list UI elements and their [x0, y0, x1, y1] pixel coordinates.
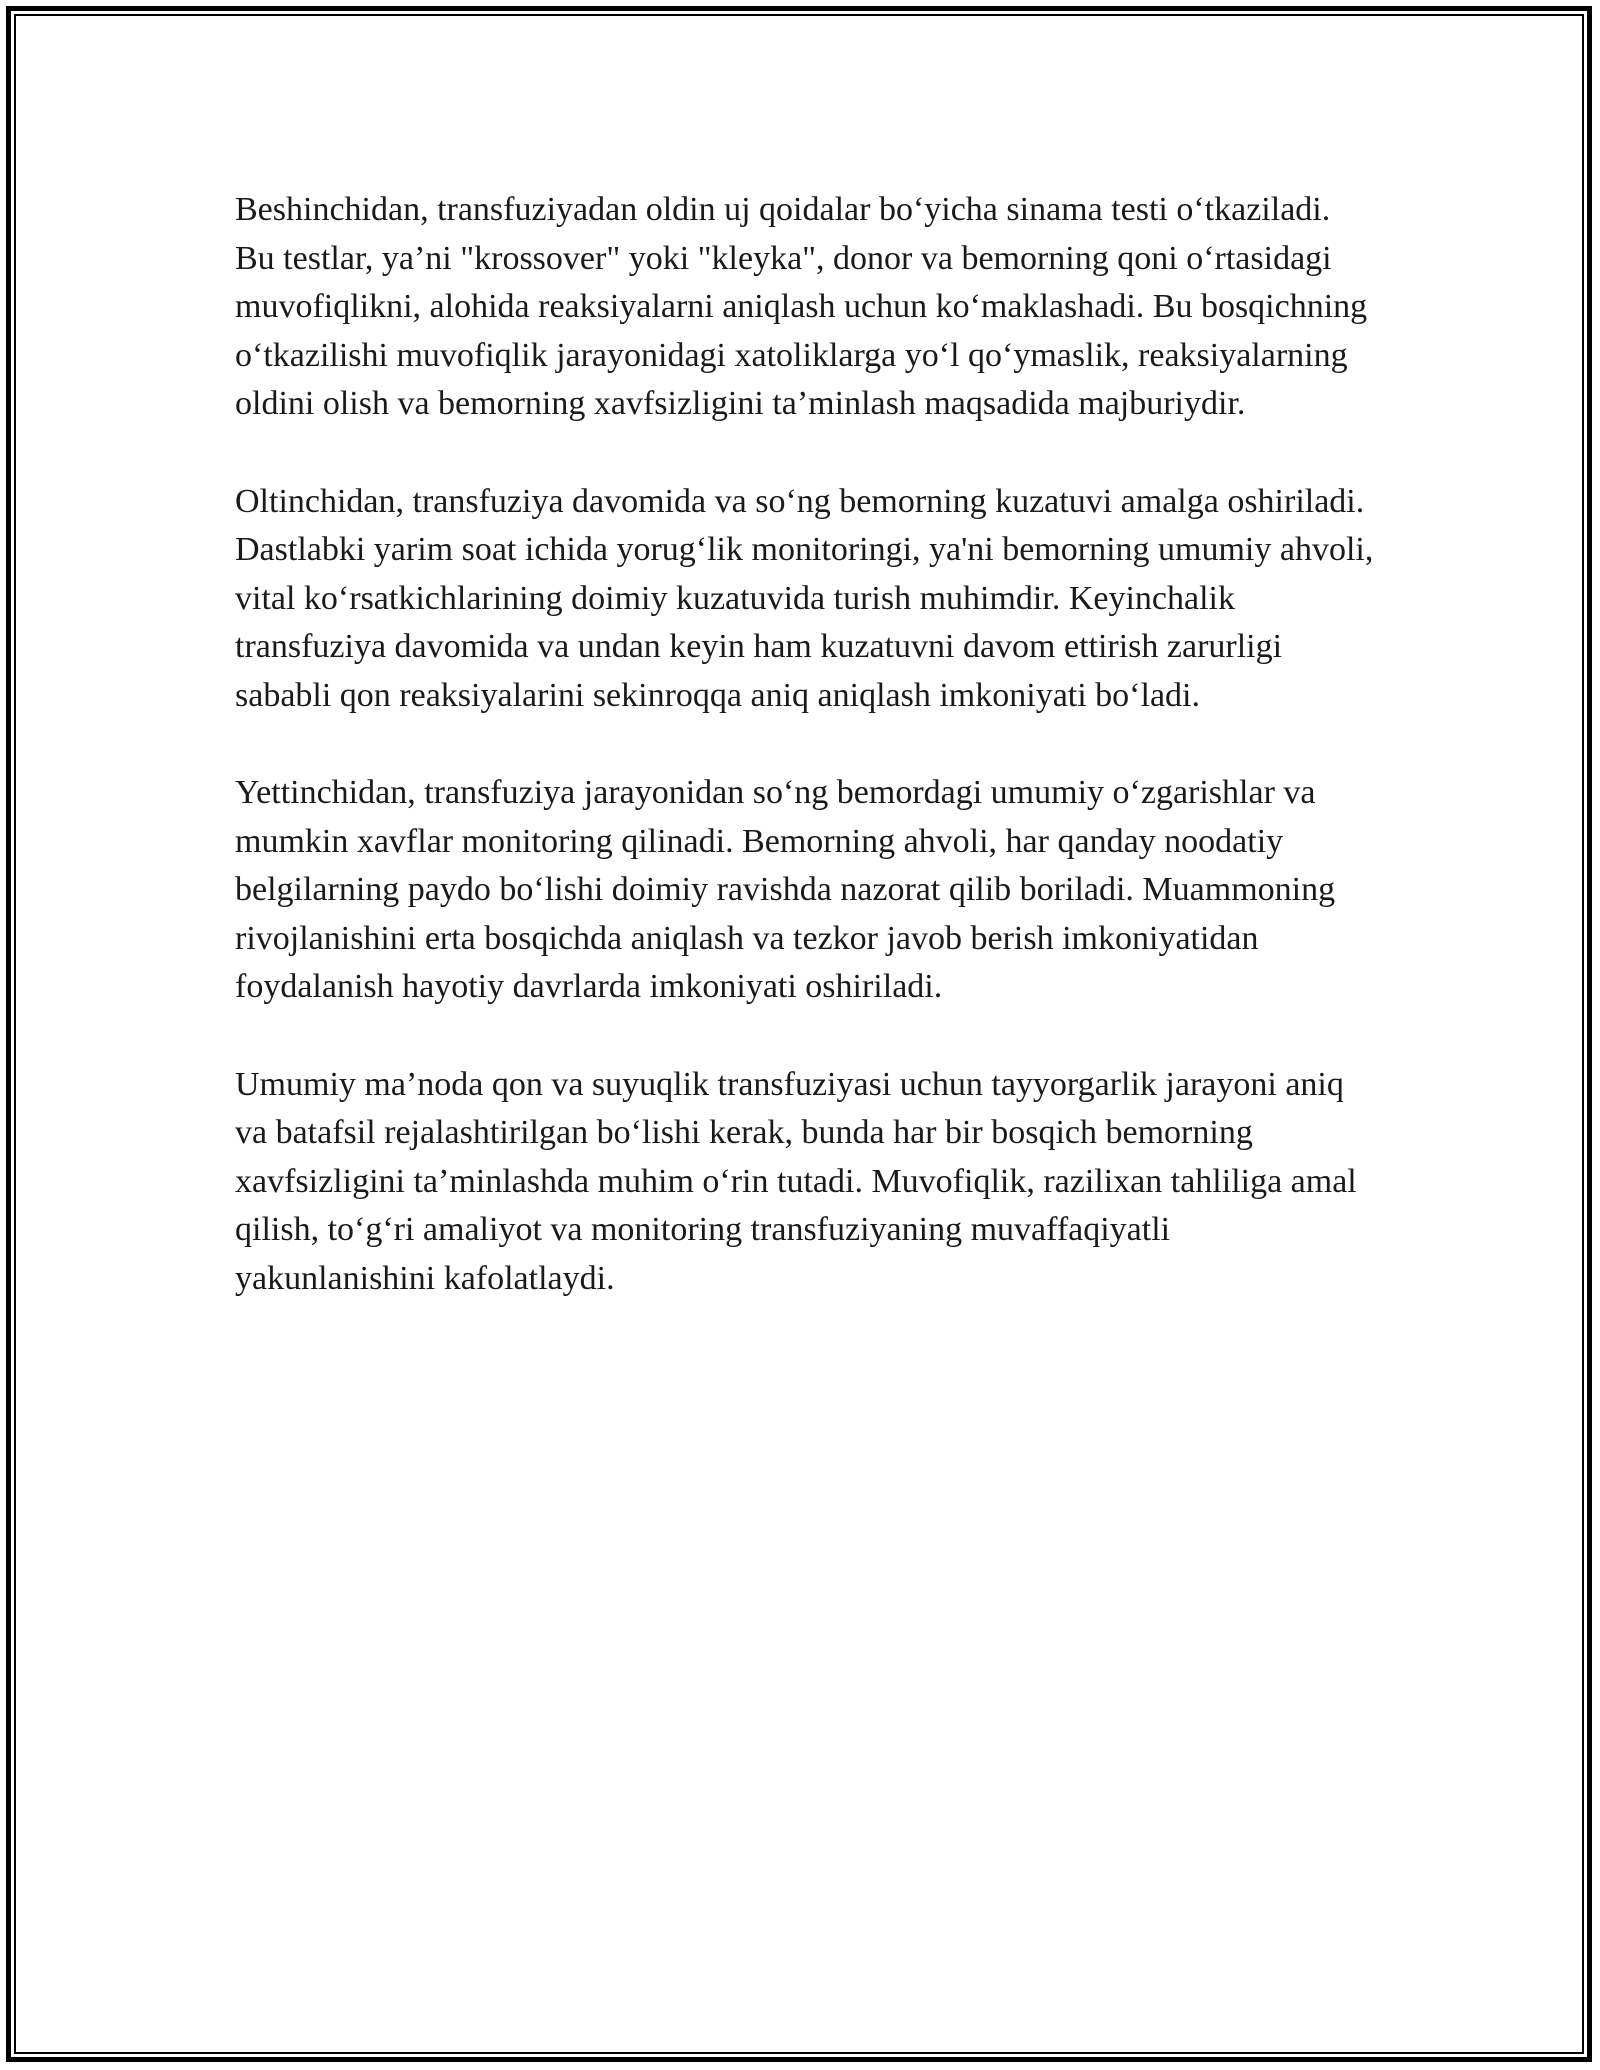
paragraph-oltinchidan: Oltinchidan, transfuziya davomida va so‘ng bemorning kuzatuvi amalga oshiriladi. Dastlabki yarim soat ichida yorug‘lik monitoringi, ya'ni bemorning umumiy ahvoli, vital ko‘rsatkichlarining doimiy kuzatuvida turish muhimdir. Keyinchalik transfuziya davomida va undan keyin ham kuzatuvni davom ettirish zarurligi sababli qon reaksiyalarini sekinroqqa aniq aniqlash imkoniyati bo‘ladi. — [235, 482, 1374, 714]
paragraph-beshinchidan: Beshinchidan, transfuziyadan oldin uj qoidalar bo‘yicha sinama testi o‘tkaziladi. Bu testlar, ya’ni "krossover" yoki "kleyka", donor va bemorning qoni o‘rtasidagi muvofiqlikni, alohida reaksiyalarni aniqlash uchun ko‘maklashadi. Bu bosqichning o‘tkazilishi muvofiqlik jarayonidagi xatoliklarga yo‘l qo‘ymaslik, reaksiyalarning oldini olish va bemorning xavfsizligini ta’minlash maqsadida majburiydir. — [235, 191, 1368, 422]
document-body — [235, 186, 1375, 1352]
paragraph-umumiy-manoda: Umumiy ma’noda qon va suyuqlik transfuziyasi uchun tayyorgarlik jarayoni aniq va batafsil rejalashtirilgan bo‘lishi kerak, bunda har bir bosqich bemorning xavfsizligini ta’minlashda muhim o‘rin tutadi. Muvofiqlik, razilixan tahliliga amal qilish, to‘g‘ri amaliyot va monitoring transfuziyaning muvaffaqiyatli yakunlanishini kafolatlaydi. — [235, 1065, 1357, 1297]
paragraph-yettinchidan: Yettinchidan, transfuziya jarayonidan so‘ng bemordagi umumiy o‘zgarishlar va mumkin xavflar monitoring qilinadi. Bemorning ahvoli, har qanday noodatiy belgilarning paydo bo‘lishi doimiy ravishda nazorat qilib boriladi. Muammoning rivojlanishini erta bosqichda aniqlash va tezkor javob berish imkoniyatidan foydalanish hayotiy davrlarda imkoniyati oshiriladi. — [235, 774, 1336, 1005]
